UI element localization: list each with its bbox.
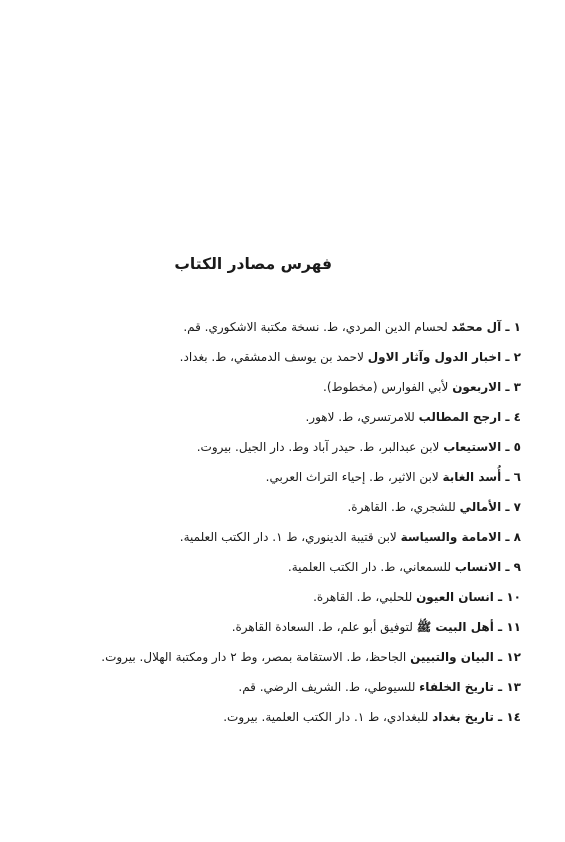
list-item [31, 527, 521, 557]
entry-details: لحسام الدين المردي، ط. نسخة مكتبة الاشكوري. قم. [183, 320, 452, 334]
entry-title: الاربعون [452, 380, 502, 394]
entry-title: الأمالي [459, 500, 502, 514]
entry-number: ٤ [513, 410, 521, 424]
entry-separator: ـ [501, 440, 514, 454]
entry-number: ١٣ [506, 680, 521, 694]
entry-number: ١١ [506, 620, 521, 634]
entry-separator: ـ [501, 530, 514, 544]
entry-title: البيان والتبيين [410, 650, 494, 664]
entry-details: للحلبي، ط. القاهرة. [313, 590, 417, 604]
entry-number: ٣ [513, 380, 521, 394]
list-item [31, 587, 521, 617]
list-item [31, 407, 521, 437]
entry-title: الانساب [454, 560, 502, 574]
entry-number: ٢ [513, 350, 521, 364]
entry-number: ٩ [513, 560, 521, 574]
entry-title: ارجح المطالب [418, 410, 502, 424]
entry-number: ١٠ [506, 590, 521, 604]
entry-number: ١٤ [506, 710, 521, 724]
list-item [31, 557, 521, 587]
list-item [31, 677, 521, 707]
entry-details: لاحمد بن يوسف الدمشقي، ط. بغداد. [179, 350, 368, 364]
entry-separator: ـ [493, 710, 507, 724]
entry-title: تاريخ الخلفاء [419, 680, 494, 694]
list-item [31, 347, 521, 377]
entry-number: ٧ [513, 500, 521, 514]
entry-separator: ـ [493, 620, 507, 634]
list-item [31, 647, 521, 677]
entry-separator: ـ [493, 650, 507, 664]
entry-separator: ـ [501, 320, 514, 334]
entry-number: ١٢ [506, 650, 521, 664]
list-item [31, 467, 521, 497]
list-item [31, 497, 521, 527]
entry-title: الاستيعاب [443, 440, 502, 454]
entry-separator: ـ [493, 590, 507, 604]
list-item [31, 317, 521, 347]
entry-details: لتوفيق أبو علم، ط. السعادة القاهرة. [231, 620, 417, 634]
entry-details: للامرتسري، ط. لاهور. [305, 410, 419, 424]
entry-title: أُسد الغابة [442, 470, 502, 484]
entry-number: ٥ [513, 440, 521, 454]
entry-separator: ـ [501, 410, 514, 424]
entry-title: آل محمّد [451, 320, 502, 334]
entry-number: ٨ [513, 530, 521, 544]
entry-title: تاريخ بغداد [432, 710, 494, 724]
entry-separator: ـ [501, 380, 514, 394]
entry-number: ٦ [513, 470, 521, 484]
entry-details: للسمعاني، ط. دار الكتب العلمية. [287, 560, 455, 574]
entry-details: للسيوطي، ط. الشريف الرضي. قم. [238, 680, 420, 694]
entry-details: للبغدادي، ط ١. دار الكتب العلمية. بيروت. [223, 710, 433, 724]
entry-title: أهل البيت ﷺ [416, 620, 494, 634]
list-item [31, 617, 521, 647]
entry-separator: ـ [501, 500, 514, 514]
entry-separator: ـ [501, 350, 514, 364]
entry-details: الجاحظ، ط. الاستقامة بمصر، وط ٢ دار ومكتبة الهلال. بيروت. [101, 650, 411, 664]
entry-details: للشجري، ط. القاهرة. [347, 500, 460, 514]
entry-details: لابن قتيبة الدينوري، ط ١. دار الكتب العلمية. [179, 530, 401, 544]
page-title: فهرس مصادر الكتاب [174, 255, 332, 273]
list-item [31, 377, 521, 407]
entry-details: لأبي الفوارس (مخطوط). [323, 380, 453, 394]
entry-title: اخبار الدول وآثار الاول [367, 350, 502, 364]
entry-details: لابن عبدالبر، ط. حيدر آباد وط. دار الجيل. بيروت. [196, 440, 444, 454]
entry-separator: ـ [493, 680, 507, 694]
entry-separator: ـ [501, 470, 514, 484]
entry-details: لابن الاثير، ط. إحياء التراث العربي. [265, 470, 443, 484]
bibliography-list [31, 317, 521, 737]
entry-title: الامامة والسياسة [400, 530, 502, 544]
entry-separator: ـ [501, 560, 514, 574]
list-item [31, 437, 521, 467]
entry-title: انسان العيون [416, 590, 494, 604]
entry-number: ١ [513, 320, 521, 334]
list-item [31, 707, 521, 737]
